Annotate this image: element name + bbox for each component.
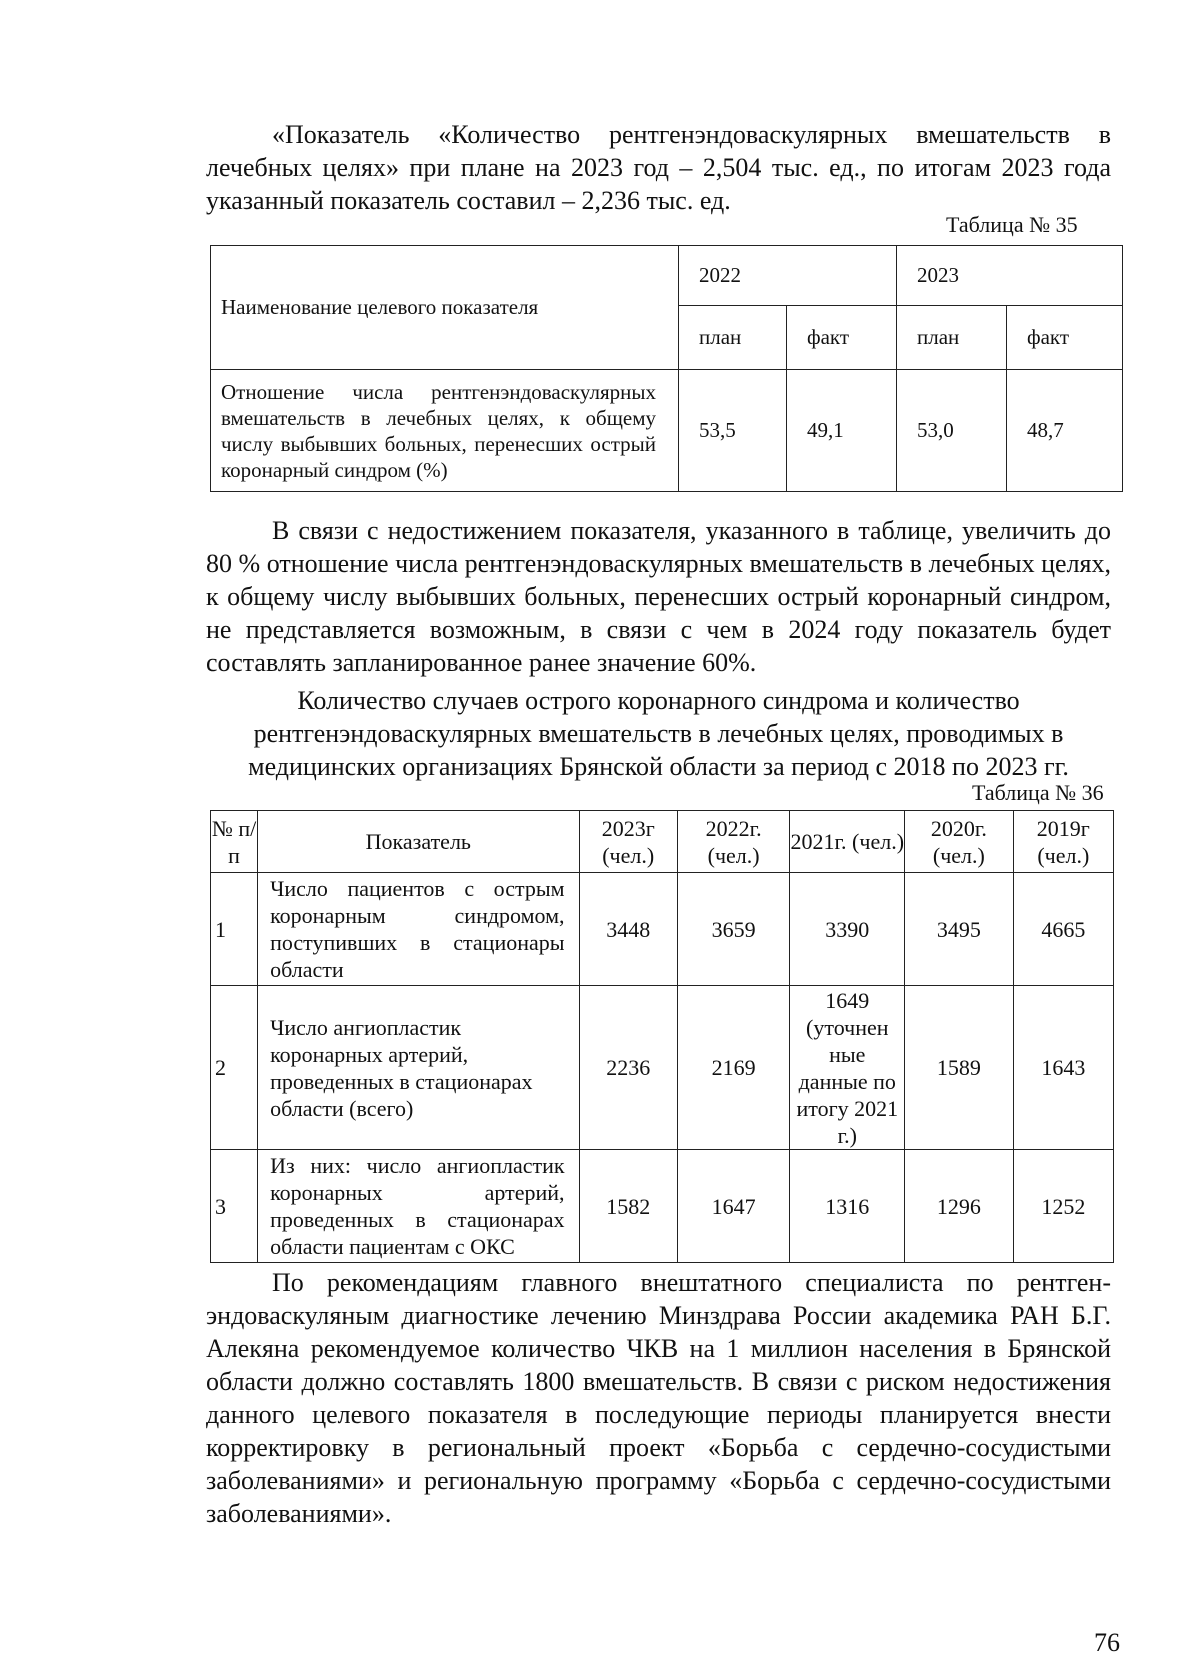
table-36-caption: Таблица № 36: [972, 780, 1104, 805]
table-35-plan-2023: план: [897, 306, 1007, 370]
table-36-cell: 2236: [579, 986, 677, 1150]
table-36-cell: 3390: [790, 873, 905, 986]
table-36-row-number: 2: [211, 986, 258, 1150]
table-36-cell: 3448: [579, 873, 677, 986]
table-row: [211, 1150, 1114, 1263]
table-36-cell: 3495: [905, 873, 1014, 986]
table-36: [210, 810, 1114, 1263]
table-36-header-year: 2019г (чел.): [1013, 811, 1113, 873]
table-35-row-name: Отношение числа рентгенэндоваскулярных вмешательств в лечебных целях, к общему числу выбывших больных, перенесших острый коронарный синдром (%): [211, 370, 679, 492]
table-36-heading: Количество случаев острого коронарного синдрома и количество рентгенэндоваскулярных вмешательств в лечебных целях, проводимых в медицинских организациях Брянской области за период с 2018 по 2023 гг.: [248, 686, 1069, 781]
table-35: [210, 245, 1123, 492]
table-35-fact-2022: факт: [787, 306, 897, 370]
table-36-cell: 1252: [1013, 1150, 1113, 1263]
table-36-header-year: 2023г (чел.): [579, 811, 677, 873]
table-36-cell: 1647: [677, 1150, 790, 1263]
paragraph-recommendation: По рекомендациям главного внештатного специалиста по рентген-эндоваскуляным диагностике лечению Минздрава России академика РАН Б.Г. Алекяна рекомендуемое количество ЧКВ на 1 миллион населения в Брянской области должно составлять 1800 вмешательств. В связи с риском недостижения данного целевого показателя в последующие периоды планируется внести корректировку в региональный проект «Борьба с сердечно-сосудистыми заболеваниями» и региональную программу «Борьба с сердечно-сосудистыми заболеваниями».: [206, 1268, 1111, 1528]
table-36-cell: 4665: [1013, 873, 1113, 986]
paragraph-explanation: В связи с недостижением показателя, указанного в таблице, увеличить до 80 % отношение числа рентгенэндоваскулярных вмешательств в лечебных целях, к общему числу выбывших больных, перенесших острый коронарный синдром, не представляется возможным, в связи с чем в 2024 году показатель будет составлять запланированное ранее значение 60%.: [206, 516, 1111, 677]
table-36-cell: 1649 (уточнен ные данные по итогу 2021 г.): [790, 986, 905, 1150]
table-36-row-indicator: Из них: число ангиопластик коронарных артерий, проведенных в стационарах области пациентам с ОКС: [258, 1150, 579, 1263]
table-36-row-indicator: Число ангиопластик коронарных артерий, проведенных в стационарах области (всего): [258, 986, 579, 1150]
table-35-value: 53,0: [897, 370, 1007, 492]
page-number: 76: [1094, 1628, 1120, 1657]
paragraph-indicator-intro: «Показатель «Количество рентгенэндоваскулярных вмешательств в лечебных целях» при плане на 2023 год – 2,504 тыс. ед., по итогам 2023 года указанный показатель составил – 2,236 тыс. ед.: [206, 120, 1111, 215]
table-row: [211, 873, 1114, 986]
table-36-cell: 1582: [579, 1150, 677, 1263]
table-36-cell: 2169: [677, 986, 790, 1150]
table-35-fact-2023: факт: [1007, 306, 1123, 370]
table-36-header-year: 2020г. (чел.): [905, 811, 1014, 873]
table-35-year-2023: 2023: [897, 246, 1123, 306]
table-36-cell: 1296: [905, 1150, 1014, 1263]
table-35-plan-2022: план: [679, 306, 787, 370]
table-36-row-number: 1: [211, 873, 258, 986]
table-36-cell: 3659: [677, 873, 790, 986]
table-35-year-2022: 2022: [679, 246, 897, 306]
table-36-row-number: 3: [211, 1150, 258, 1263]
table-35-caption: Таблица № 35: [946, 212, 1078, 237]
table-36-header-number: № п/п: [211, 811, 258, 873]
table-36-cell: 1643: [1013, 986, 1113, 1150]
table-35-header-name: Наименование целевого показателя: [211, 246, 679, 370]
table-36-cell: 1316: [790, 1150, 905, 1263]
table-36-row-indicator: Число пациентов с острым коронарным синдромом, поступивших в стационары области: [258, 873, 579, 986]
table-36-header-year: 2022г. (чел.): [677, 811, 790, 873]
table-row: [211, 986, 1114, 1150]
table-36-header-year: 2021г. (чел.): [790, 811, 905, 873]
table-35-value: 48,7: [1007, 370, 1123, 492]
table-36-cell: 1589: [905, 986, 1014, 1150]
table-35-value: 49,1: [787, 370, 897, 492]
table-36-header-indicator: Показатель: [258, 811, 579, 873]
table-35-value: 53,5: [679, 370, 787, 492]
